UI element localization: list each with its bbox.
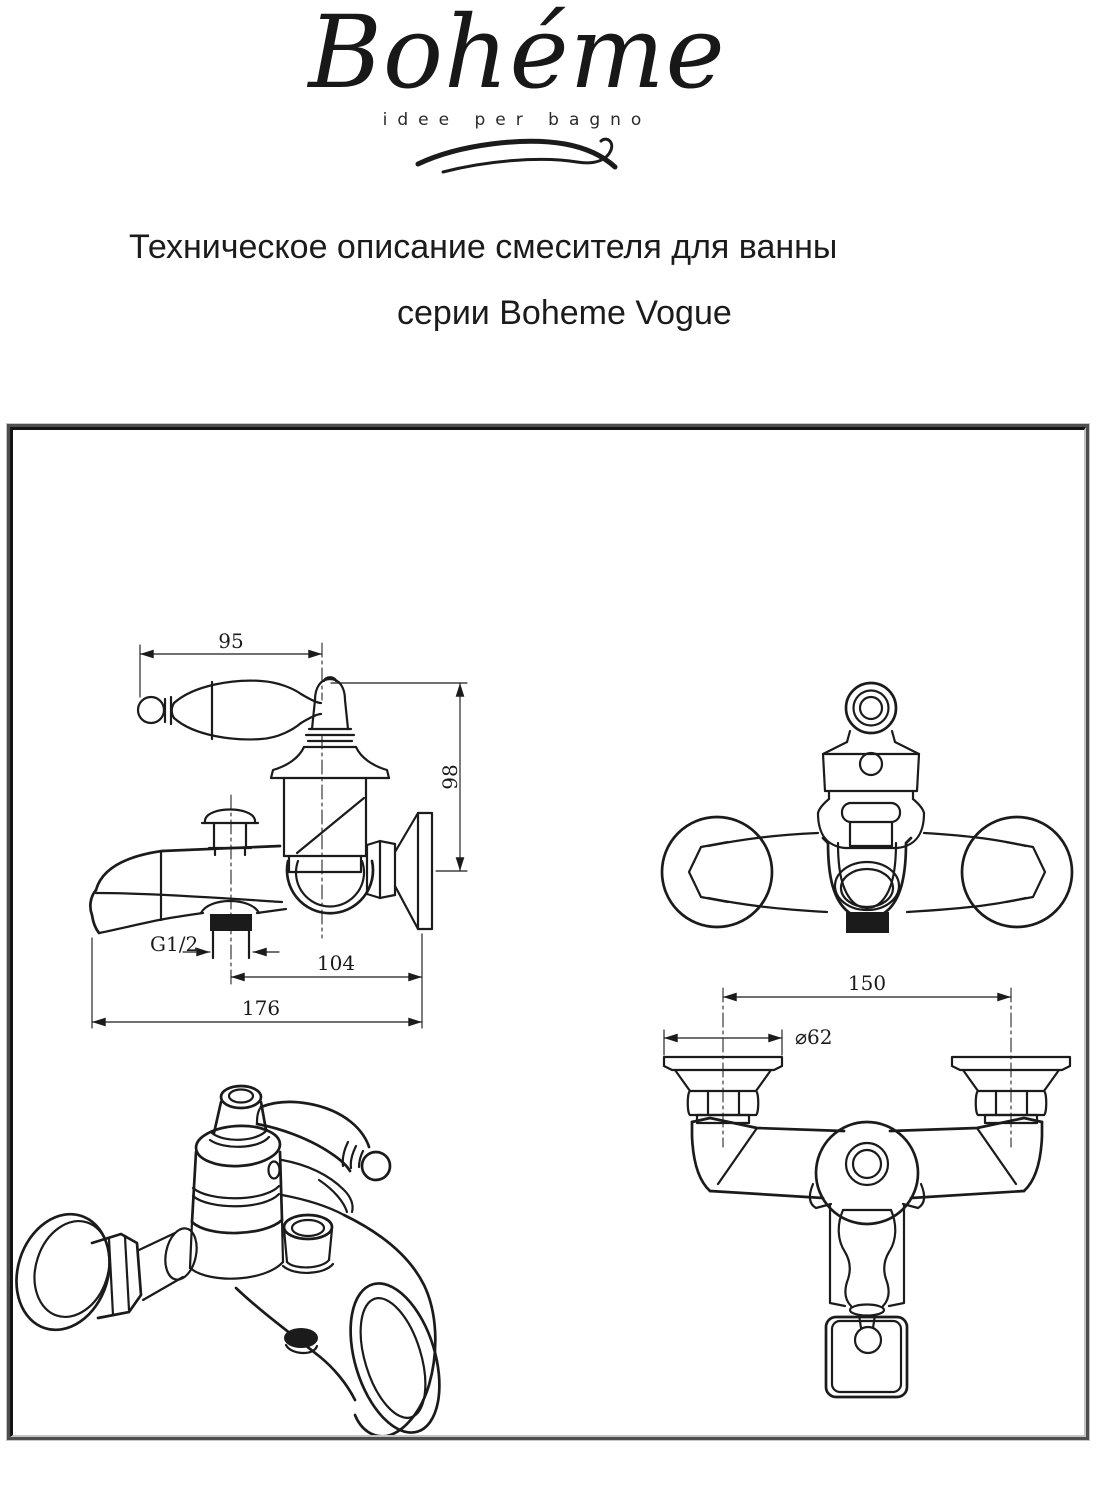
brand-tagline: idee per bagno xyxy=(382,110,652,130)
dim-thread-label: G1/2 xyxy=(150,932,199,956)
dim-62-label: ⌀62 xyxy=(795,1025,833,1049)
dim-176-label: 176 xyxy=(241,996,281,1020)
front-view xyxy=(664,971,1070,1397)
technical-drawing xyxy=(13,430,1084,1435)
front-view-wall-flanges xyxy=(664,1057,1070,1123)
perspective-diverter xyxy=(283,1215,333,1273)
perspective-body xyxy=(190,1124,353,1279)
dim-150-label: 150 xyxy=(847,971,887,995)
side-view xyxy=(90,629,467,1028)
side-view-body xyxy=(271,677,389,913)
shower-outlet-top xyxy=(846,912,889,933)
document-title-line1: Техническое описание смесителя для ванны xyxy=(129,228,838,266)
dim-104-label: 104 xyxy=(316,951,356,975)
perspective-wall-mount xyxy=(13,1202,201,1342)
brand-logo xyxy=(237,0,797,180)
shower-outlet-side xyxy=(210,914,252,931)
top-view-spout xyxy=(823,838,911,933)
side-view-dimensions xyxy=(92,629,467,1028)
top-view-handle xyxy=(823,683,919,754)
front-view-body xyxy=(692,1118,1042,1224)
shower-outlet-perspective xyxy=(284,1328,318,1348)
brand-flourish-swash-icon xyxy=(415,134,620,180)
side-view-spout xyxy=(90,846,286,933)
perspective-view xyxy=(13,1086,456,1435)
side-view-handle xyxy=(138,681,321,740)
dim-98-label: 98 xyxy=(438,764,462,790)
dim-95-label: 95 xyxy=(218,629,244,653)
drawing-frame-inner xyxy=(10,427,1086,1437)
front-view-handle xyxy=(830,1206,904,1353)
brand-name: Bohéme xyxy=(308,0,726,111)
side-view-wall-mount xyxy=(367,813,432,929)
document-title-line2: серии Boheme Vogue xyxy=(397,294,732,332)
perspective-spout xyxy=(236,1195,456,1435)
top-view xyxy=(662,683,1072,933)
side-view-diverter xyxy=(202,810,258,959)
drawing-frame xyxy=(7,424,1089,1440)
front-view-spout xyxy=(826,1317,907,1397)
